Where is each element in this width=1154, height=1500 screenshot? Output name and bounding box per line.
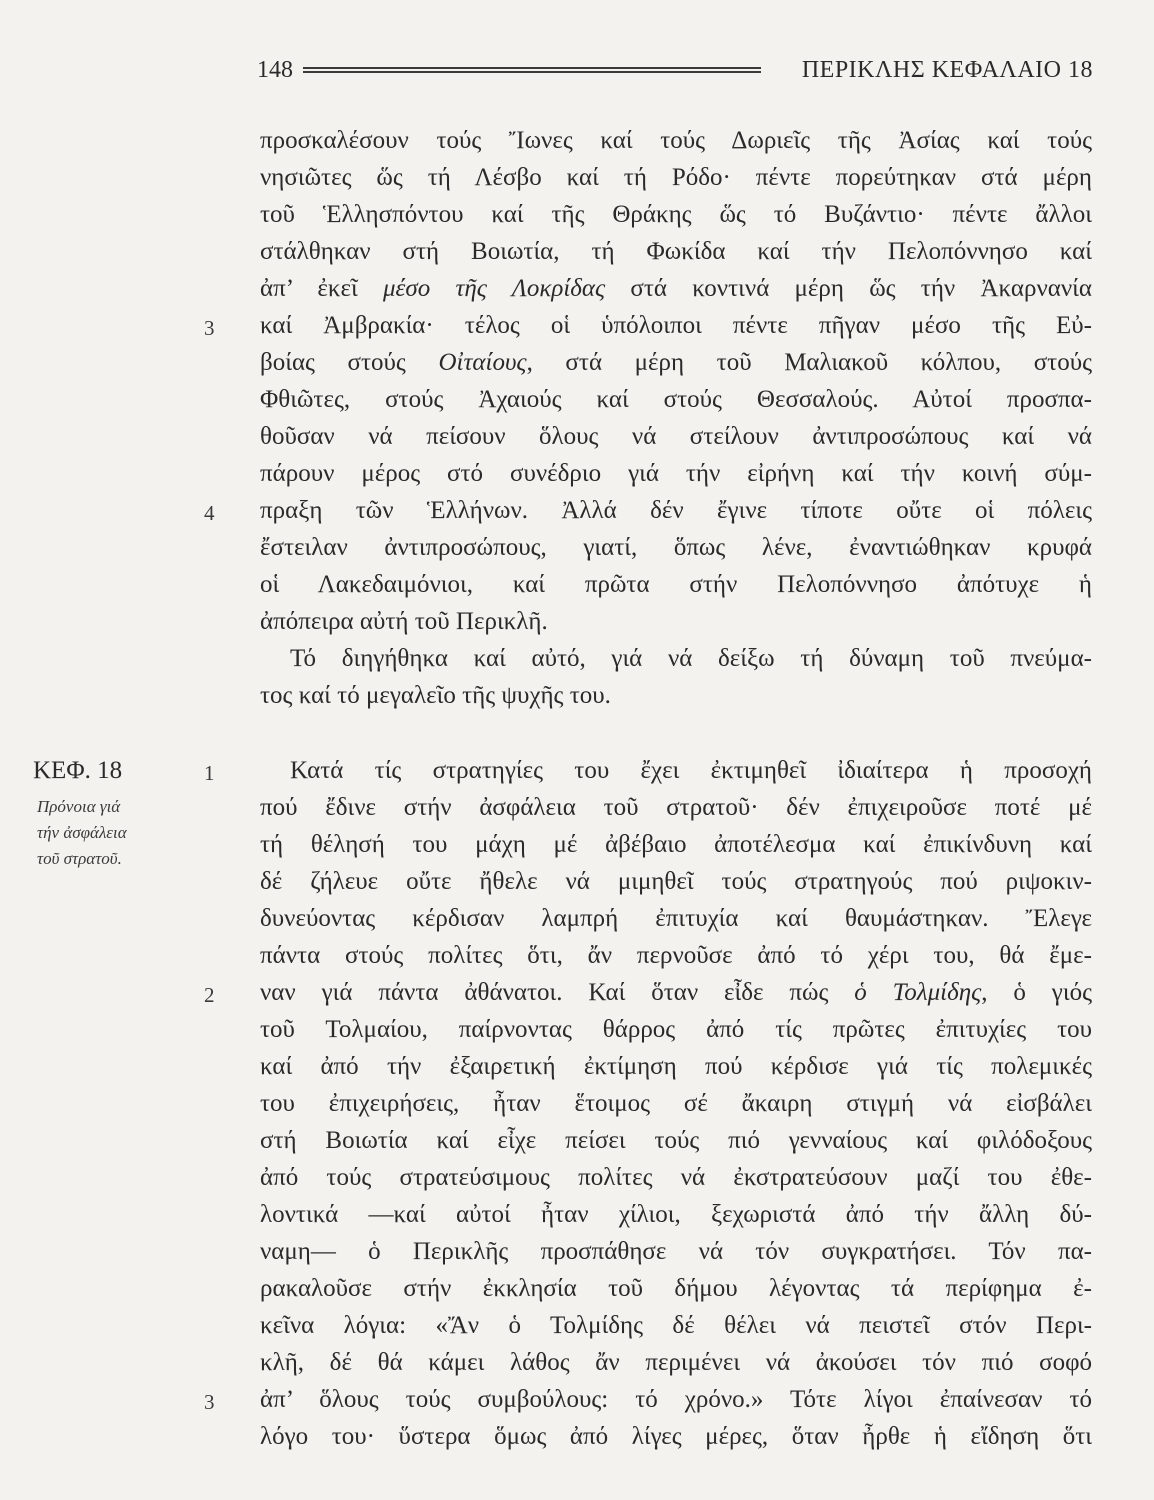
section-number: 3: [204, 1390, 215, 1414]
text-segment: ναν γιά πάντα ἀθάνατοι. Καί ὅταν εἶδε πώς: [260, 979, 855, 1006]
chapter-sidenote: ΚΕΦ. 18: [33, 757, 123, 784]
text-line: λοντικά —καί αὐτοί ἦταν χίλιοι, ξεχωριστά ἀπό τήν ἄλλη δύ-: [260, 1201, 1092, 1228]
section-number: 2: [204, 983, 215, 1007]
italic-segment: ὁ Τολμίδης: [854, 979, 982, 1006]
text-segment: ἀπ’ ἐκεῖ: [260, 275, 383, 302]
text-line: καί ἀπό τήν ἐξαιρετική ἐκτίμηση πού κέρδισε γιά τίς πολεμικές: [260, 1053, 1092, 1080]
text-line: ναμη— ὁ Περικλῆς προσπάθησε νά τόν συγκρατήσει. Τόν πα-: [260, 1238, 1092, 1265]
chapter-subtitle: [37, 794, 177, 872]
page-number: 148: [257, 57, 293, 83]
text-line: ἀπόπειρα αὐτή τοῦ Περικλῆ.: [260, 608, 548, 635]
text-segment: βοίας στούς: [260, 349, 439, 376]
subtitle-line: τοῦ στρατοῦ.: [37, 849, 122, 868]
text-segment: , στά μέρη τοῦ Μαλιακοῦ κόλπου, στούς: [526, 349, 1092, 376]
text-line: τος καί τό μεγαλεῖο τῆς ψυχῆς του.: [260, 682, 611, 709]
text-line: δυνεύοντας κέρδισαν λαμπρή ἐπιτυχία καί θαυμάστηκαν. Ἔλεγε: [260, 905, 1092, 932]
text-line: θοῦσαν νά πείσουν ὅλους νά στείλουν ἀντιπροσώπους καί νά: [260, 423, 1092, 450]
text-line: ἀπ’ ὅλους τούς συμβούλους: τό χρόνο.» Τότε λίγοι ἐπαίνεσαν τό: [260, 1386, 1092, 1413]
text-line: οἱ Λακεδαιμόνιοι, καί πρῶτα στήν Πελοπόννησο ἀπότυχε ἡ: [260, 571, 1092, 598]
text-line: [260, 346, 1092, 380]
text-line: τοῦ Ἑλλησπόντου καί τῆς Θράκης ὥς τό Βυζάντιο· πέντε ἄλλοι: [260, 201, 1092, 228]
header-rule: [303, 67, 761, 73]
text-line: [260, 272, 1092, 306]
text-line: καί Ἀμβρακία· τέλος οἱ ὑπόλοιποι πέντε πῆγαν μέσο τῆς Εὐ-: [260, 312, 1092, 339]
text-line: Φθιῶτες, στούς Ἀχαιούς καί στούς Θεσσαλούς. Αὐτοί προσπα-: [260, 386, 1092, 413]
text-line: νησιῶτες ὥς τή Λέσβο καί τή Ρόδο· πέντε πορεύτηκαν στά μέρη: [260, 164, 1092, 191]
text-line: τή θέλησή του μάχη μέ ἀβέβαιο ἀποτέλεσμα καί ἐπικίνδυνη καί: [260, 831, 1092, 858]
text-line: του ἐπιχειρήσεις, ἦταν ἕτοιμος σέ ἄκαιρη στιγμή νά εἰσβάλει: [260, 1090, 1092, 1117]
text-line: προσκαλέσουν τούς Ἴωνες καί τούς Δωριεῖς τῆς Ἀσίας καί τούς: [260, 127, 1092, 154]
text-line: τοῦ Τολμαίου, παίρνοντας θάρρος ἀπό τίς πρῶτες ἐπιτυχίες του: [260, 1016, 1092, 1043]
text-line: δέ ζήλευε οὔτε ἤθελε νά μιμηθεῖ τούς στρατηγούς πού ριψοκιν-: [260, 868, 1092, 895]
text-line: κλῆ, δέ θά κάμει λάθος ἄν περιμένει νά ἀκούσει τόν πιό σοφό: [260, 1349, 1092, 1376]
text-segment: στά κοντινά μέρη ὥς τήν Ἀκαρνανία: [605, 275, 1092, 302]
text-line: Κατά τίς στρατηγίες του ἔχει ἐκτιμηθεῖ ἰδιαίτερα ἡ προσοχή: [290, 757, 1092, 784]
running-title: ΠΕΡΙΚΛΗΣ ΚΕΦΑΛΑΙΟ 18: [801, 57, 1093, 83]
text-line: πάντα στούς πολίτες ὅτι, ἄν περνοῦσε ἀπό τό χέρι του, θά ἔμε-: [260, 942, 1092, 969]
italic-segment: Οἰταίους: [438, 349, 527, 376]
subtitle-line: Πρόνοια γιά: [37, 797, 121, 816]
text-line: ἔστειλαν ἀντιπροσώπους, γιατί, ὅπως λένε, ἐναντιώθηκαν κρυφά: [260, 534, 1092, 561]
text-line: πού ἔδινε στήν ἀσφάλεια τοῦ στρατοῦ· δέν ἐπιχειροῦσε ποτέ μέ: [260, 794, 1092, 821]
text-line: ρακαλοῦσε στήν ἐκκλησία τοῦ δήμου λέγοντας τά περίφημα ἐ-: [260, 1275, 1092, 1302]
text-line: κεῖνα λόγια: «Ἄν ὁ Τολμίδης δέ θέλει νά πειστεῖ στόν Περι-: [260, 1312, 1092, 1339]
text-segment: , ὁ γιός: [981, 979, 1092, 1006]
text-line: λόγο του· ὕστερα ὅμως ἀπό λίγες μέρες, ὅταν ἦρθε ἡ εἴδηση ὅτι: [260, 1423, 1092, 1450]
section-number: 4: [204, 501, 215, 525]
text-line: στή Βοιωτία καί εἶχε πείσει τούς πιό γενναίους καί φιλόδοξους: [260, 1127, 1092, 1154]
text-line: ἀπό τούς στρατεύσιμους πολίτες νά ἐκστρατεύσουν μαζί του ἐθε-: [260, 1164, 1092, 1191]
text-line: πάρουν μέρος στό συνέδριο γιά τήν εἰρήνη καί τήν κοινή σύμ-: [260, 460, 1092, 487]
italic-segment: μέσο τῆς Λοκρίδας: [382, 275, 606, 302]
section-number: 1: [204, 761, 215, 785]
text-line: στάλθηκαν στή Βοιωτία, τή Φωκίδα καί τήν Πελοπόννησο καί: [260, 238, 1092, 265]
text-line: Τό διηγήθηκα καί αὐτό, γιά νά δείξω τή δύναμη τοῦ πνεύμα-: [290, 645, 1092, 672]
section-number: 3: [204, 316, 215, 340]
text-line: [260, 976, 1092, 1010]
page-header: [257, 52, 1093, 88]
text-line: πραξη τῶν Ἑλλήνων. Ἀλλά δέν ἔγινε τίποτε οὔτε οἱ πόλεις: [260, 497, 1092, 524]
subtitle-line: τήν ἀσφάλεια: [37, 823, 127, 842]
